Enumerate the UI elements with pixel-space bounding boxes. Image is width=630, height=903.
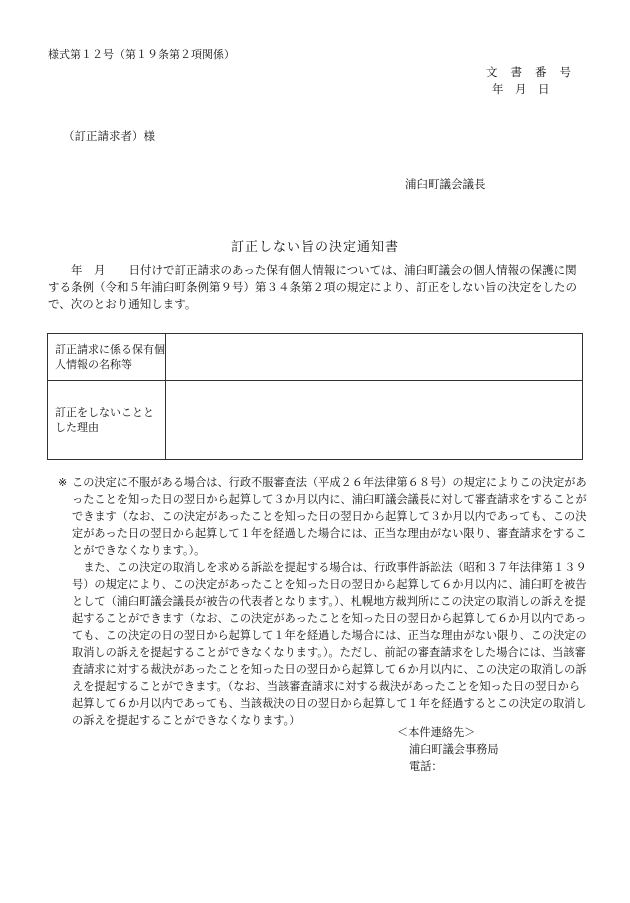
row1-label: 訂正請求に係る保有個人情報の名称等 — [48, 334, 166, 381]
document-number-label: 文書番号 — [486, 65, 584, 79]
note-paragraph-2: また、この決定の取消しを求める訴訟を提起する場合は、行政事件訴訟法（昭和３７年法律第１３９号）の規定により、この決定があったことを知った日の翌日から起算して６か月以内に、浦臼町を被告として（浦臼町議会議長が被告の代表者となります。）、札幌地方裁判所にこの決定の取消しの訴えを提起することができます（なお、この決定があったことを知った日の翌日から起算して６か月以内であっても、この決定の日の翌日から起算して１年を経過した場合には、正当な理由がない限り、この決定の取消しの訴えを提起することができなくなります。）。ただし、前記の審査請求をした場合には、当該審査請求に対する裁決があったことを知った日の翌日から起算して６か月以内に、この決定の取消しの訴えを提起することができます。（なお、当該審査請求に対する裁決があったことを知った日の翌日から起算して６か月以内であっても、当該裁決の日の翌日から起算して１年を経過するとこの決定の取消しの訴えを提起することができなくなります。） — [72, 561, 587, 727]
document-title: 訂正しない旨の決定通知書 — [230, 240, 399, 255]
row1-value — [166, 334, 583, 381]
contact-block — [397, 724, 499, 775]
table-row — [48, 334, 583, 381]
contact-heading: ＜本件連絡先＞ — [397, 726, 476, 739]
form-number: 様式第１２号（第１９条第２項関係） — [48, 48, 235, 61]
intro-text: 日付けで訂正請求のあった保有個人情報については、浦臼町議会の個人情報の保護に関する条例（令和５年浦臼町条例第９号）第３４条第２項の規定により、訂正をしない旨の決定をしたので、次のとおり通知します。 — [48, 263, 577, 311]
intro-date-blank: 年 月 — [71, 263, 106, 277]
document-date-label: 年 月 日 — [492, 82, 550, 96]
contact-office: 浦臼町議会事務局 — [409, 743, 499, 756]
note-text-1: この決定に不服がある場合は、行政不服審査法（平成２６年法律第６８号）の規定によりこの決定があったことを知った日の翌日から起算して３か月以内に、浦臼町議会議長に対して審査請求をすることができます（なお、この決定があったことを知った日の翌日から起算して３か月以内であっても、この決定があった日の翌日から起算して１年を経過した場合には、正当な理由がない限り、審査請求をすることができなくなります。）。 — [72, 476, 587, 557]
table-row — [48, 381, 583, 460]
contact-phone: 電話： — [409, 760, 443, 773]
addressee: （訂正請求者）様 — [63, 129, 155, 143]
row2-value — [166, 381, 583, 460]
info-table — [47, 333, 583, 460]
sender: 浦臼町議会議長 — [405, 177, 486, 191]
intro-paragraph — [48, 262, 588, 313]
note-mark: ※ — [58, 476, 68, 489]
notes-section — [58, 474, 590, 729]
note-paragraph-1 — [58, 474, 590, 559]
row2-label: 訂正をしないことと した理由 — [48, 381, 166, 460]
